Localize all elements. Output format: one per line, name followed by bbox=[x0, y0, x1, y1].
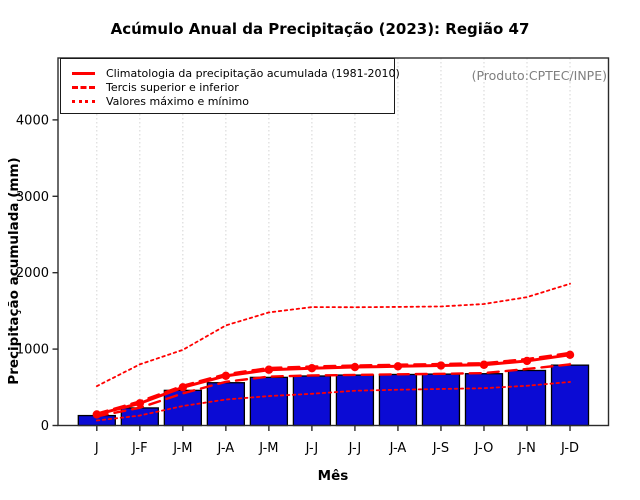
climatology-point bbox=[222, 372, 230, 380]
precipitation-bar bbox=[509, 370, 546, 425]
legend-label: Climatologia da precipitação acumulada (1981-2010) bbox=[106, 66, 400, 80]
climatology-point bbox=[437, 361, 445, 369]
climatology-point bbox=[566, 351, 574, 359]
precipitation-bar bbox=[336, 375, 373, 425]
chart-title: Acúmulo Anual da Precipitação (2023): Região 47 bbox=[110, 20, 530, 38]
x-tick-label: J-M bbox=[259, 441, 279, 456]
x-tick-label: J-O bbox=[474, 441, 494, 456]
legend-item-climatology bbox=[61, 66, 400, 80]
climatology-point bbox=[179, 383, 187, 391]
climatology-point bbox=[351, 363, 359, 371]
legend-label: Valores máximo e mínimo bbox=[106, 94, 249, 108]
x-tick-label: J-M bbox=[173, 441, 193, 456]
climatology-point bbox=[308, 364, 316, 372]
x-tick-label: J-A bbox=[217, 441, 235, 456]
x-tick-label: J-N bbox=[518, 441, 536, 456]
x-axis-title: Mês bbox=[317, 468, 349, 484]
precipitation-bar bbox=[465, 374, 502, 426]
climatology-point bbox=[480, 361, 488, 369]
climatology-point bbox=[523, 357, 531, 365]
x-tick-label: J-F bbox=[132, 441, 148, 456]
legend-item-tercis bbox=[61, 80, 394, 94]
producer-watermark: (Produto:CPTEC/INPE) bbox=[471, 68, 607, 83]
climatology-point bbox=[93, 410, 101, 418]
y-tick-label: 3000 bbox=[15, 189, 49, 205]
y-axis-title: Precipitação acumulada (mm) bbox=[6, 157, 22, 385]
y-tick-label: 1000 bbox=[15, 342, 49, 358]
legend-item-maxmin bbox=[61, 94, 394, 108]
precipitation-bar bbox=[250, 377, 287, 425]
chart-legend bbox=[60, 58, 400, 114]
x-tick-label: J bbox=[94, 441, 99, 456]
climatology-point bbox=[265, 366, 273, 374]
precipitation-bar bbox=[164, 390, 201, 425]
x-tick-label: J-S bbox=[432, 441, 450, 456]
climatology-point bbox=[136, 399, 144, 407]
y-tick-label: 4000 bbox=[15, 113, 49, 129]
x-tick-label: J-J bbox=[305, 441, 319, 456]
climatology-point bbox=[394, 362, 402, 370]
precipitation-bar bbox=[422, 374, 459, 425]
y-tick-label: 0 bbox=[40, 419, 49, 434]
precipitation-bar bbox=[552, 365, 589, 425]
legend-label: Tercis superior e inferior bbox=[106, 80, 239, 94]
x-tick-label: J-D bbox=[560, 441, 580, 456]
x-tick-label: J-J bbox=[348, 441, 362, 456]
solid-line-icon bbox=[72, 72, 95, 75]
precipitation-bar bbox=[207, 383, 244, 426]
y-tick-label: 2000 bbox=[15, 266, 49, 282]
x-tick-label: J-A bbox=[389, 441, 407, 456]
dotted-line-icon bbox=[72, 100, 95, 103]
precipitation-bar bbox=[293, 376, 330, 426]
dashed-line-icon bbox=[72, 86, 95, 89]
precipitation-bar bbox=[379, 374, 416, 425]
